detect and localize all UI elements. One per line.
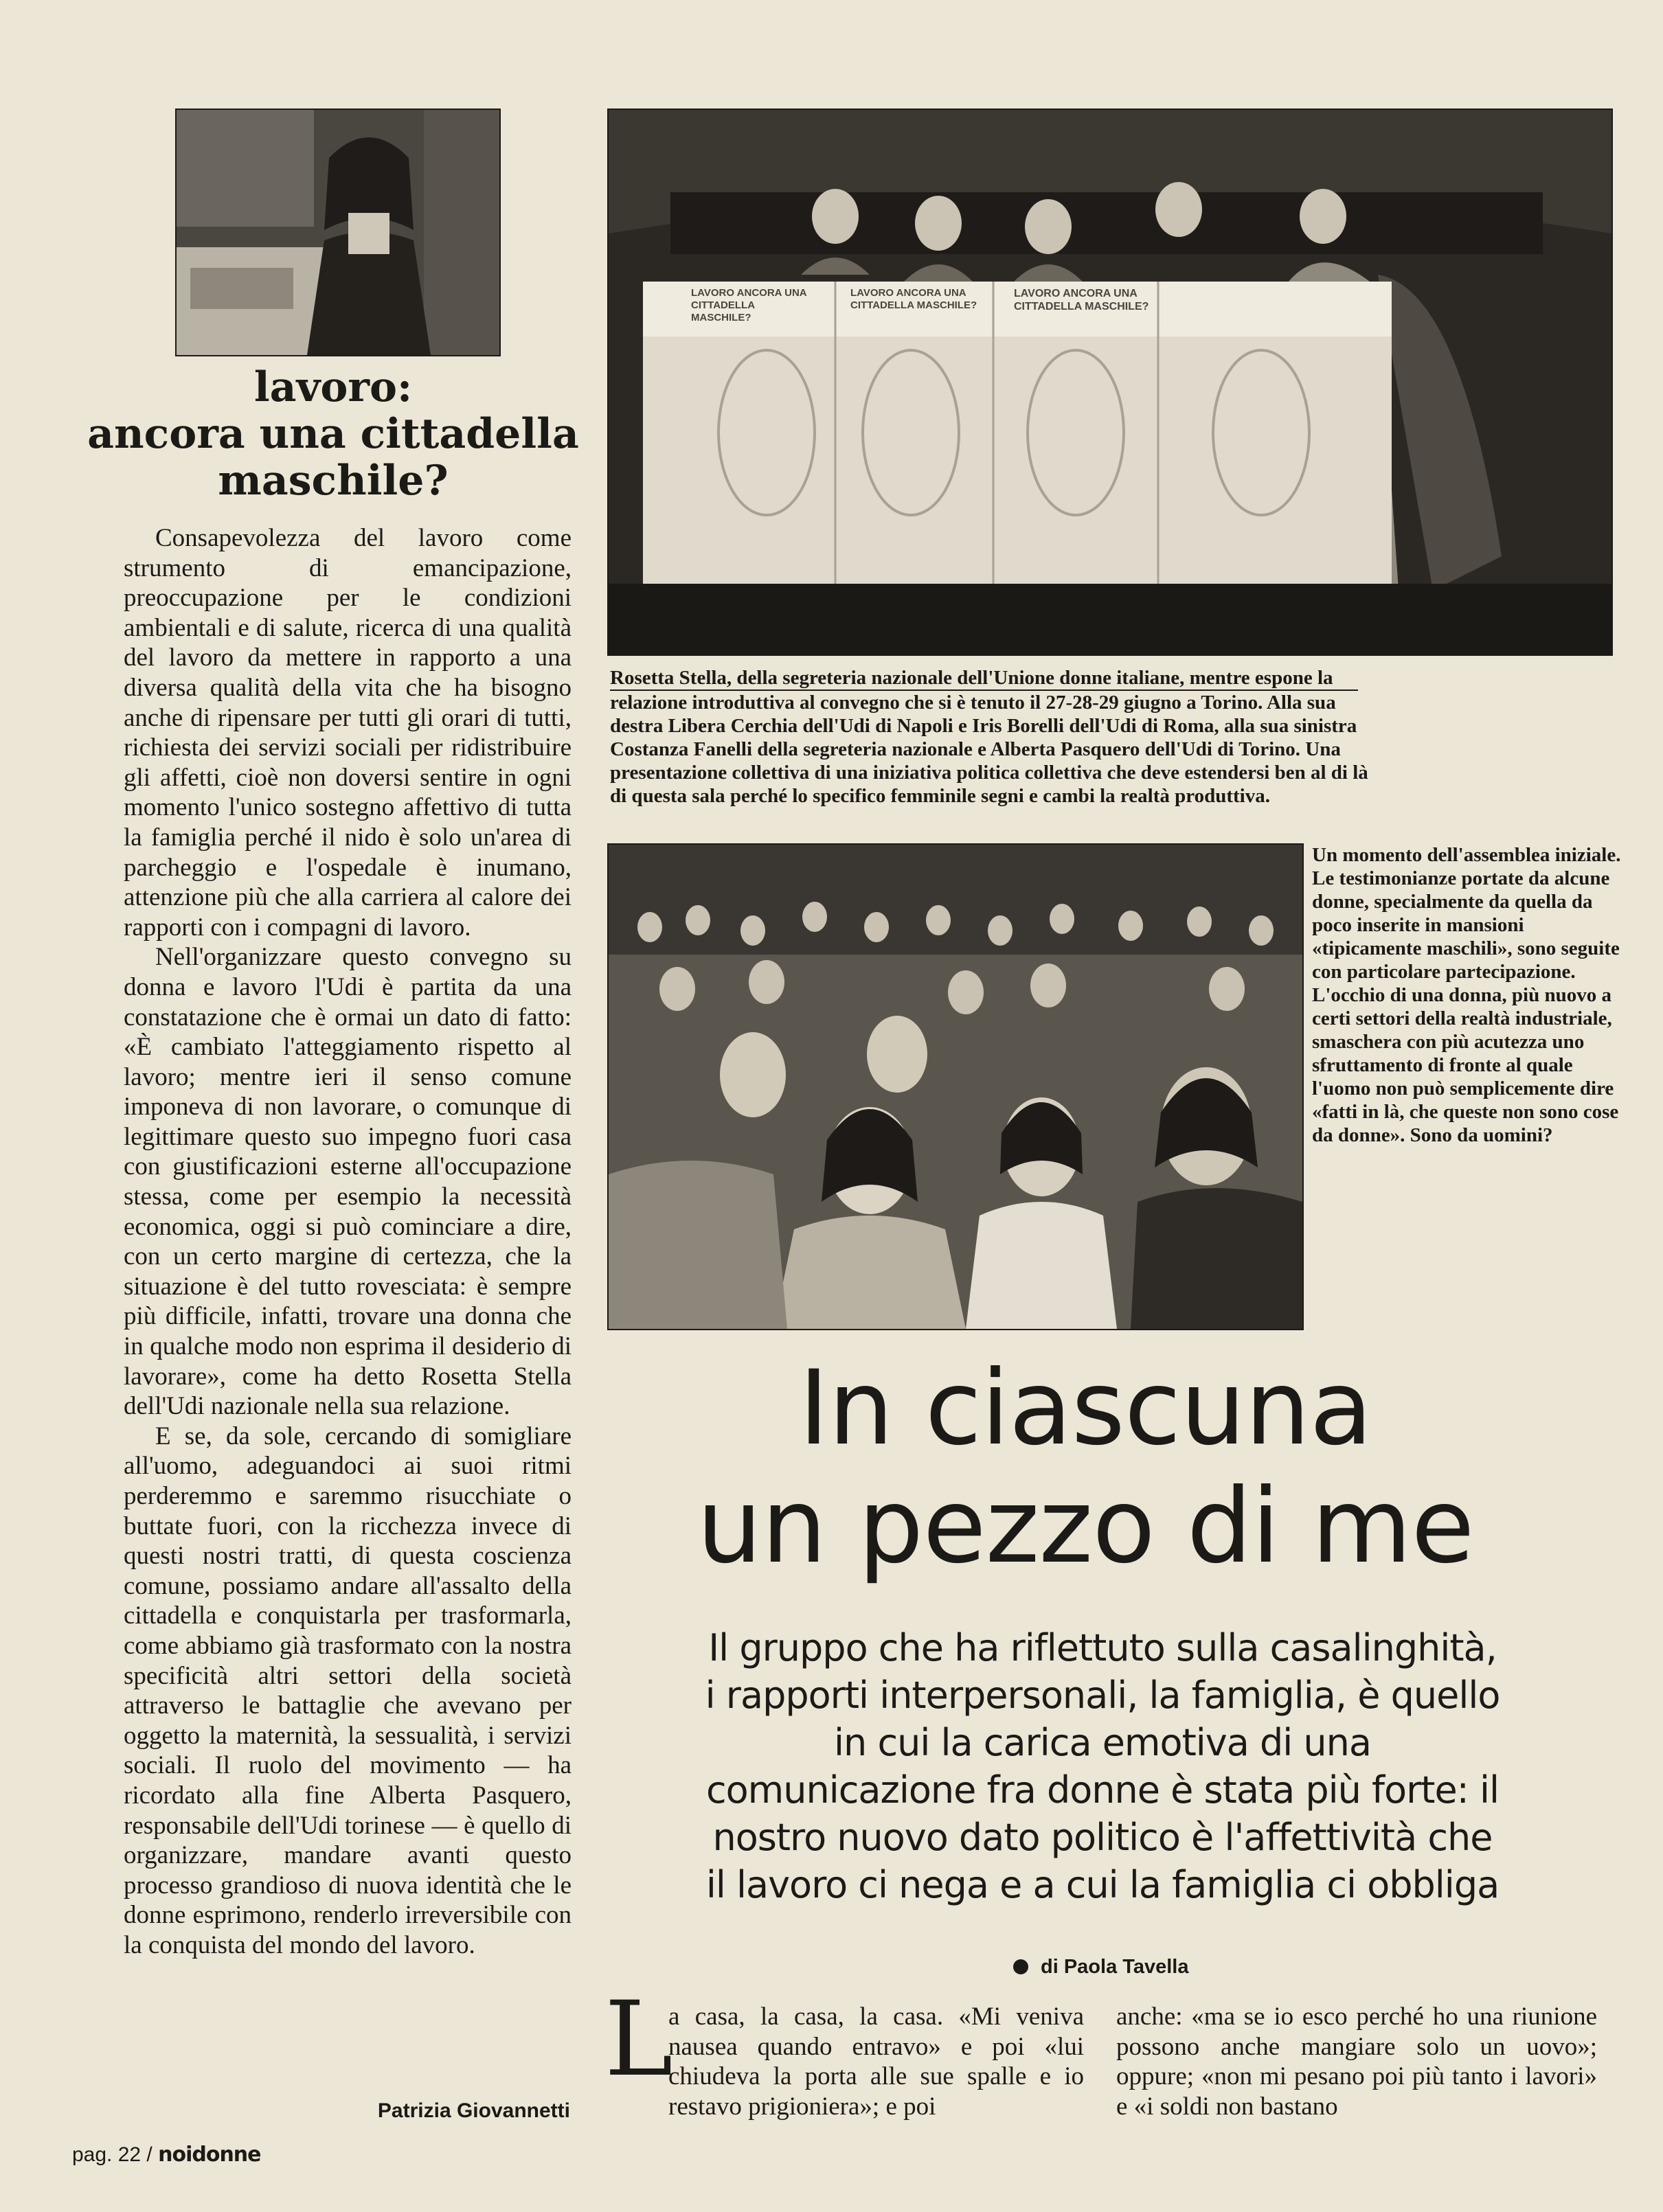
subtitle-line: nostro nuovo dato politico è l'affettività che	[712, 1816, 1493, 1859]
page-number: pag. 22 /	[72, 2143, 152, 2166]
paragraph: anche: «ma se io esco perché ho una riunione possono anche mangiare solo un uovo»; oppure; «non mi pesano poi più tanto i lavori» e «i soldi non bastano	[1116, 2003, 1597, 2121]
caption-line: presentazione collettiva di una iniziativa politica collettiva che deve estendersi ben al di là	[610, 762, 1368, 784]
subtitle-line: in cui la carica emotiva di una	[834, 1721, 1371, 1764]
photo-audience	[607, 843, 1304, 1330]
subtitle-line: Il gruppo che ha riflettuto sulla casalinghità,	[708, 1626, 1497, 1669]
byline-text: di Paola Tavella	[1041, 1956, 1189, 1978]
caption-audience: Un momento dell'assemblea iniziale. Le testimonianze portate da alcune donne, specialmente da quella da poco inserite in mansioni «tipicamente maschili», sono seguite con particolare partecipazione. L'occhio di una donna, più nuovo a certi settori della realtà industriale, smaschera con più acutezza uno sfruttamento di fronte al quale l'uomo non può semplicemente dire «fatti in là, che queste non sono cose da donne». Sono da uomini?	[1312, 844, 1621, 1146]
caption-line: di questa sala perché lo specifico femminile segni e cambi la realtà produttiva.	[610, 785, 1270, 807]
drop-cap: L	[604, 1980, 673, 2099]
banner-text-1: LAVORO ANCORA UNA CITTADELLA MASCHILE?	[691, 287, 807, 323]
main-body-column-2	[1116, 2002, 1597, 2121]
headline-line: In ciascuna	[798, 1349, 1372, 1468]
byline	[1013, 1956, 1188, 1979]
headline-line: un pezzo di me	[697, 1467, 1474, 1586]
paragraph: Nell'organizzare questo convegno su donna e lavoro l'Udi è partita da una constatazione che è ormai un dato di fatto: «È cambiato l'atteggiamento rispetto al lavoro; mentre ieri il senso comune imponeva di non lavorare, o comunque di legittimare questo suo impegno fuori casa con giustificazioni esterne all'occupazione stessa, come per esempio la necessità economica, oggi si può cominciare a dire, con un certo margine di certezza, che la situazione è del tutto rovesciata: è sempre più difficile, infatti, trovare una donna che in qualche modo non esprima il desiderio di lavorare», come ha detto Rosetta Stella dell'Udi nazionale nella sua relazione.	[124, 943, 572, 1421]
caption-line: destra Libera Cerchia dell'Udi di Napoli e Iris Borelli dell'Udi di Roma, alla sua sinistra	[610, 715, 1357, 737]
caption-line: Costanza Fanelli della segreteria nazionale e Alberta Pasquero dell'Udi di Torino. Una	[610, 738, 1341, 760]
caption-panel	[610, 666, 1489, 808]
side-title-line: ancora una cittadella	[87, 410, 579, 458]
side-article-body	[124, 523, 572, 1961]
main-body-column-1	[603, 2002, 1084, 2121]
main-headline	[604, 1349, 1566, 1586]
paragraph: E se, da sole, cercando di somigliare all'uomo, adeguandoci ai suoi ritmi perderemmo e saremmo risucchiate o buttate fuori, con la ricchezza invece di questi nostri tratti, di questa coscienza comune, possiamo andare all'assalto della cittadella e conquistarla per trasformarla, come abbiamo già trasformato con la nostra specificità altri settori della società attraverso le battaglie che avevano per oggetto la maternità, la sessualità, i servizi sociali. Il ruolo del movimento — ha ricordato alla fine Alberta Pasquero, responsabile dell'Udi torinese — è quello di organizzare, mandare avanti questo processo grandioso di nuova identità che le donne esprimono, renderlo irreversibile con la conquista del mondo del lavoro.	[124, 1422, 572, 1959]
paragraph: Consapevolezza del lavoro come strumento di emancipazione, preoccupazione per le condizioni ambientali e di salute, ricerca di una qualità del lavoro da mettere in rapporto a una diversa qualità della vita che ha bisogno anche di ripensare per tutti gli orari di tutti, richiesta dei servizi sociali per ridistribuire gli affetti, cioè non doversi sentire in ogni momento l'unico sostegno affettivo di tutta la famiglia perché il nido è solo un'area di parcheggio e l'ospedale è inumano, attenzione più che alla carriera al calore dei rapporti con i compagni di lavoro.	[124, 524, 572, 942]
caption-line: relazione introduttiva al convegno che si è tenuto il 27-28-29 giugno a Torino. Alla sua	[610, 692, 1336, 714]
side-title-line: lavoro:	[253, 363, 413, 411]
paragraph: a casa, la casa, la casa. «Mi veniva nausea quando entravo» e poi «lui chiudeva la porta alle sue spalle e io restavo prigioniera»; e poi	[668, 2003, 1084, 2121]
photo-conference-panel	[607, 109, 1613, 656]
subtitle-line: il lavoro ci nega e a cui la famiglia ci obbliga	[705, 1863, 1500, 1906]
side-article-author: Patrizia Giovannetti	[377, 2099, 570, 2122]
subtitle-line: i rapporti interpersonali, la famiglia, è quello	[705, 1674, 1500, 1717]
caption-line: Rosetta Stella, della segreteria nazionale dell'Unione donne italiane, mentre espone la	[610, 666, 1358, 691]
side-article-title	[82, 364, 584, 504]
bullet-icon	[1013, 1959, 1028, 1974]
page-footer	[72, 2143, 261, 2167]
subtitle-line: comunicazione fra donne è stata più forte: il	[705, 1768, 1500, 1812]
banner-text-3: LAVORO ANCORA UNA CITTADELLA MASCHILE?	[1014, 288, 1149, 312]
side-title-line: maschile?	[218, 457, 449, 505]
main-subtitle	[608, 1624, 1597, 1908]
banner-text-2: LAVORO ANCORA UNA CITTADELLA MASCHILE?	[850, 287, 977, 311]
magazine-name: noidonne	[158, 2143, 261, 2167]
photo-woman-at-table	[175, 109, 501, 356]
